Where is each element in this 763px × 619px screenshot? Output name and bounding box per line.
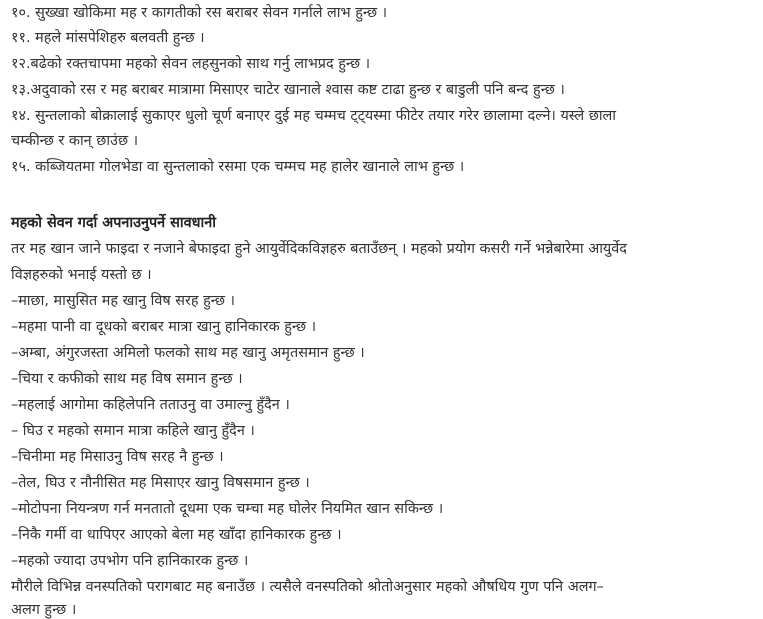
precaution-item: –महलाई आगोमा कहिलेपनि तताउनु वा उमाल्नु हुँदैन । (11, 397, 290, 413)
precaution-item: –तेल, घिउ र नौनीसित मह मिसाएर खानु विषसमान हुन्छ । (11, 475, 310, 491)
precaution-item: –मोटोपना नियन्त्रण गर्न मनतातो दूधमा एक चम्चा मह घोलेर नियमित खान सकिन्छ । (11, 501, 444, 517)
benefit-item-11: ११. महले मांसपेशिहरु बलवती हुन्छ । (11, 30, 205, 46)
intro-paragraph-line-1: तर मह खान जाने फाइदा र नजाने बेफाइदा हुने आयुर्वेदिकविज्ञहरु बताउँछन् । महको प्रयोग कसरी गर्ने भन्नेबारेमा आयुर्वेद (11, 241, 627, 257)
closing-paragraph-line-1: मौरीले विभिन्न वनस्पतिको परागबाट मह बनाउँछ । त्यसैले वनस्पतिको श्रोतोअनुसार महको औषधिय गुण पनि अलग– (11, 579, 604, 595)
benefit-item-13: १३.अदुवाको रस र मह बराबर मात्रामा मिसाएर चाटेर खानाले श्वास कष्ट टाढा हुन्छ र बाडुली पनि बन्द हुन्छ । (11, 82, 565, 98)
benefit-item-12: १२.बढेको रक्तचापमा महको सेवन लहसुनको साथ गर्नु लाभप्रद हुन्छ । (11, 56, 371, 72)
section-heading: महको सेवन गर्दा अपनाउनुपर्ने सावधानी (11, 215, 216, 231)
precaution-item: – घिउ र महको समान मात्रा कहिले खानु हुँदैन । (11, 423, 255, 439)
precaution-item: –चिनीमा मह मिसाउनु विष सरह नै हुन्छ । (11, 449, 224, 465)
precaution-item: –चिया र कफीको साथ मह विष समान हुन्छ । (11, 371, 243, 387)
closing-paragraph-line-2: अलग हुन्छ । (11, 602, 77, 618)
benefit-item-14: १४. सुन्तलाको बोक्रालाई सुकाएर धुलो चूर्ण बनाएर दुई मह चम्मच ट्ट्यस्मा फीटेर तयार गरेर छालामा दल्ने। यस्ले छाला (11, 108, 617, 124)
precaution-item: –माछा, मासुसित मह खानु विष सरह हुन्छ । (11, 293, 235, 309)
precaution-item: –अम्बा, अंगुरजस्ता अमिलो फलको साथ मह खानु अमृतसमान हुन्छ । (11, 345, 365, 361)
precaution-item: –निकै गर्मी वा धापिएर आएको बेला मह खाँदा हानिकारक हुन्छ । (11, 527, 342, 543)
benefit-item-15: १५. कब्जियतमा गोलभेडा वा सुन्तलाको रसमा एक चम्मच मह हालेर खानाले लाभ हुन्छ । (11, 159, 465, 175)
precaution-item: –महको ज्यादा उपभोग पनि हानिकारक हुन्छ । (11, 553, 249, 569)
benefit-item-10: १०. सुख्खा खोकिमा मह र कागतीको रस बराबर सेवन गर्नाले लाभ हुन्छ । (11, 5, 388, 21)
precaution-item: –महमा पानी वा दूधको बराबर मात्रा खानु हानिकारक हुन्छ । (11, 319, 317, 335)
benefit-item-14-continued: चम्कीन्छ र कान् छाउंछ । (11, 133, 139, 149)
intro-paragraph-line-2: विज्ञहरुको भनाई यस्तो छ । (11, 267, 152, 283)
